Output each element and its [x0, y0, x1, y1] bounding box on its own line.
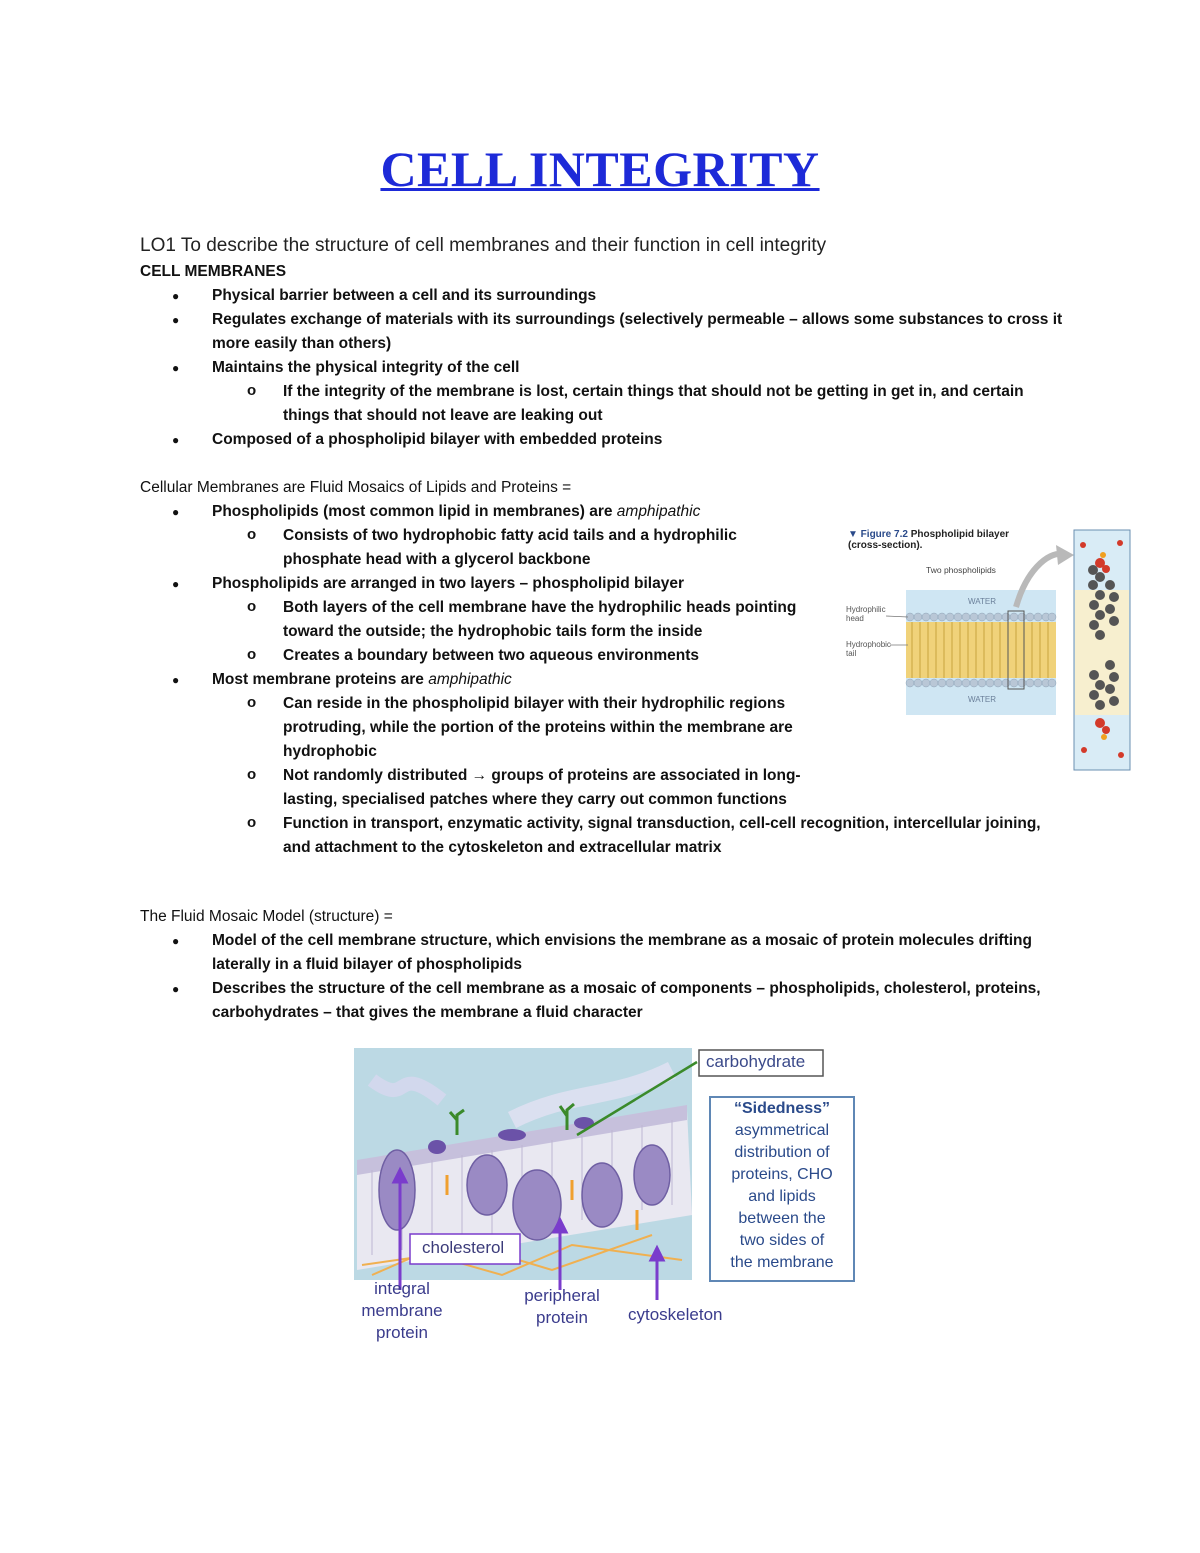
fluid-mosaic-figure — [352, 1040, 862, 1350]
sidedness-line: distribution of — [734, 1144, 830, 1161]
list-subitem: o Creates a boundary between two aqueous environments — [140, 644, 1080, 668]
figure-caption — [848, 529, 1009, 551]
hydrophobic-tail-label: Hydrophobic tail — [846, 640, 891, 658]
cytoskeleton-label: cytoskeleton — [628, 1305, 723, 1324]
list-subitem: o If the integrity of the membrane is lost, certain things that should not be getting in get in, and certain things that should not leave are leaking out — [140, 380, 1043, 428]
water-bottom-label: WATER — [968, 695, 996, 704]
sidedness-line: proteins, CHO — [731, 1166, 833, 1183]
sidedness-line: the membrane — [730, 1254, 834, 1271]
label-line: peripheral — [524, 1286, 600, 1305]
water-top-label: WATER — [968, 597, 996, 606]
bullet-list — [140, 284, 1080, 452]
list-subitem: o Can reside in the phospholipid bilayer with their hydrophilic regions protruding, while the portion of the proteins within the membrane are hydrophobic — [140, 692, 803, 764]
section-heading: CELL MEMBRANES — [140, 263, 287, 280]
label-line: protein — [376, 1323, 428, 1342]
label-line: protein — [536, 1308, 588, 1327]
integral-protein-label — [352, 1278, 452, 1344]
sidedness-box — [712, 1098, 852, 1274]
phospholipid-bilayer-figure — [838, 525, 1133, 775]
page-title: CELL INTEGRITY — [380, 141, 820, 197]
label-line: membrane — [361, 1301, 443, 1320]
sidedness-line: asymmetrical — [734, 1122, 830, 1139]
label-line: integral — [374, 1279, 430, 1298]
cell-membranes-section — [140, 260, 1080, 452]
list-item: ● Describes the structure of the cell membrane as a mosaic of components – phospholipids, cholesterol, proteins, carbohydrates – that gives the membrane a fluid character — [140, 977, 1080, 1025]
list-item: ● Model of the cell membrane structure, which envisions the membrane as a mosaic of protein molecules drifting laterally in a fluid bilayer of phospholipids — [140, 929, 1080, 977]
two-phospholipids-label: Two phospholipids — [926, 565, 996, 575]
section-heading: The Fluid Mosaic Model (structure) = — [140, 908, 393, 925]
list-item-emphasis: amphipathic — [428, 671, 512, 688]
list-item-text: Most membrane proteins are — [212, 671, 429, 688]
figure-number: ▼ Figure 7.2 — [848, 529, 908, 540]
list-subitem: o Consists of two hydrophobic fatty acid tails and a hydrophilic phosphate head with a glycerol backbone — [140, 524, 803, 572]
sidedness-title: “Sidedness” — [733, 1100, 831, 1117]
learning-objective: LO1 To describe the structure of cell membranes and their function in cell integrity — [140, 235, 827, 256]
figure-title: Phospholipid bilayer — [910, 529, 1010, 540]
bullet-list — [140, 929, 1080, 1025]
section-heading: Cellular Membranes are Fluid Mosaics of Lipids and Proteins = — [140, 479, 572, 496]
peripheral-protein-label — [512, 1285, 612, 1329]
cholesterol-label: cholesterol — [422, 1238, 505, 1257]
list-item: ● Regulates exchange of materials with its surroundings (selectively permeable – allows some substances to cross it more easily than others) — [140, 308, 1080, 356]
figure-subtitle: (cross-section). — [848, 540, 923, 551]
carbohydrate-label: carbohydrate — [706, 1052, 806, 1071]
list-item: ● Maintains the physical integrity of the cell — [140, 356, 1080, 380]
list-item: ● Physical barrier between a cell and its surroundings — [140, 284, 1080, 308]
list-subitem: o Function in transport, enzymatic activity, signal transduction, cell-cell recognition, intercellular joining, and attachment to the cytoskeleton and extracellular matrix — [140, 812, 1043, 860]
list-item — [140, 500, 1080, 524]
fluid-model-section — [140, 905, 1080, 1025]
list-subitem: o Both layers of the cell membrane have the hydrophilic heads pointing toward the outside; the hydrophobic tails form the inside — [140, 596, 813, 644]
sidedness-line: between the — [738, 1210, 826, 1227]
list-item: ● Composed of a phospholipid bilayer with embedded proteins — [140, 428, 1080, 452]
hydrophilic-head-label: Hydrophilic head — [846, 605, 886, 623]
sidedness-line: and lipids — [748, 1188, 816, 1205]
list-item: ● Phospholipids are arranged in two layers – phospholipid bilayer — [140, 572, 1080, 596]
list-item-text: Phospholipids (most common lipid in membranes) are — [212, 503, 617, 520]
sidedness-line: two sides of — [739, 1232, 825, 1249]
list-subitem: o Not randomly distributed → groups of proteins are associated in long-lasting, specialised patches where they carry out common functions — [140, 764, 803, 812]
list-item-emphasis: amphipathic — [616, 503, 701, 520]
